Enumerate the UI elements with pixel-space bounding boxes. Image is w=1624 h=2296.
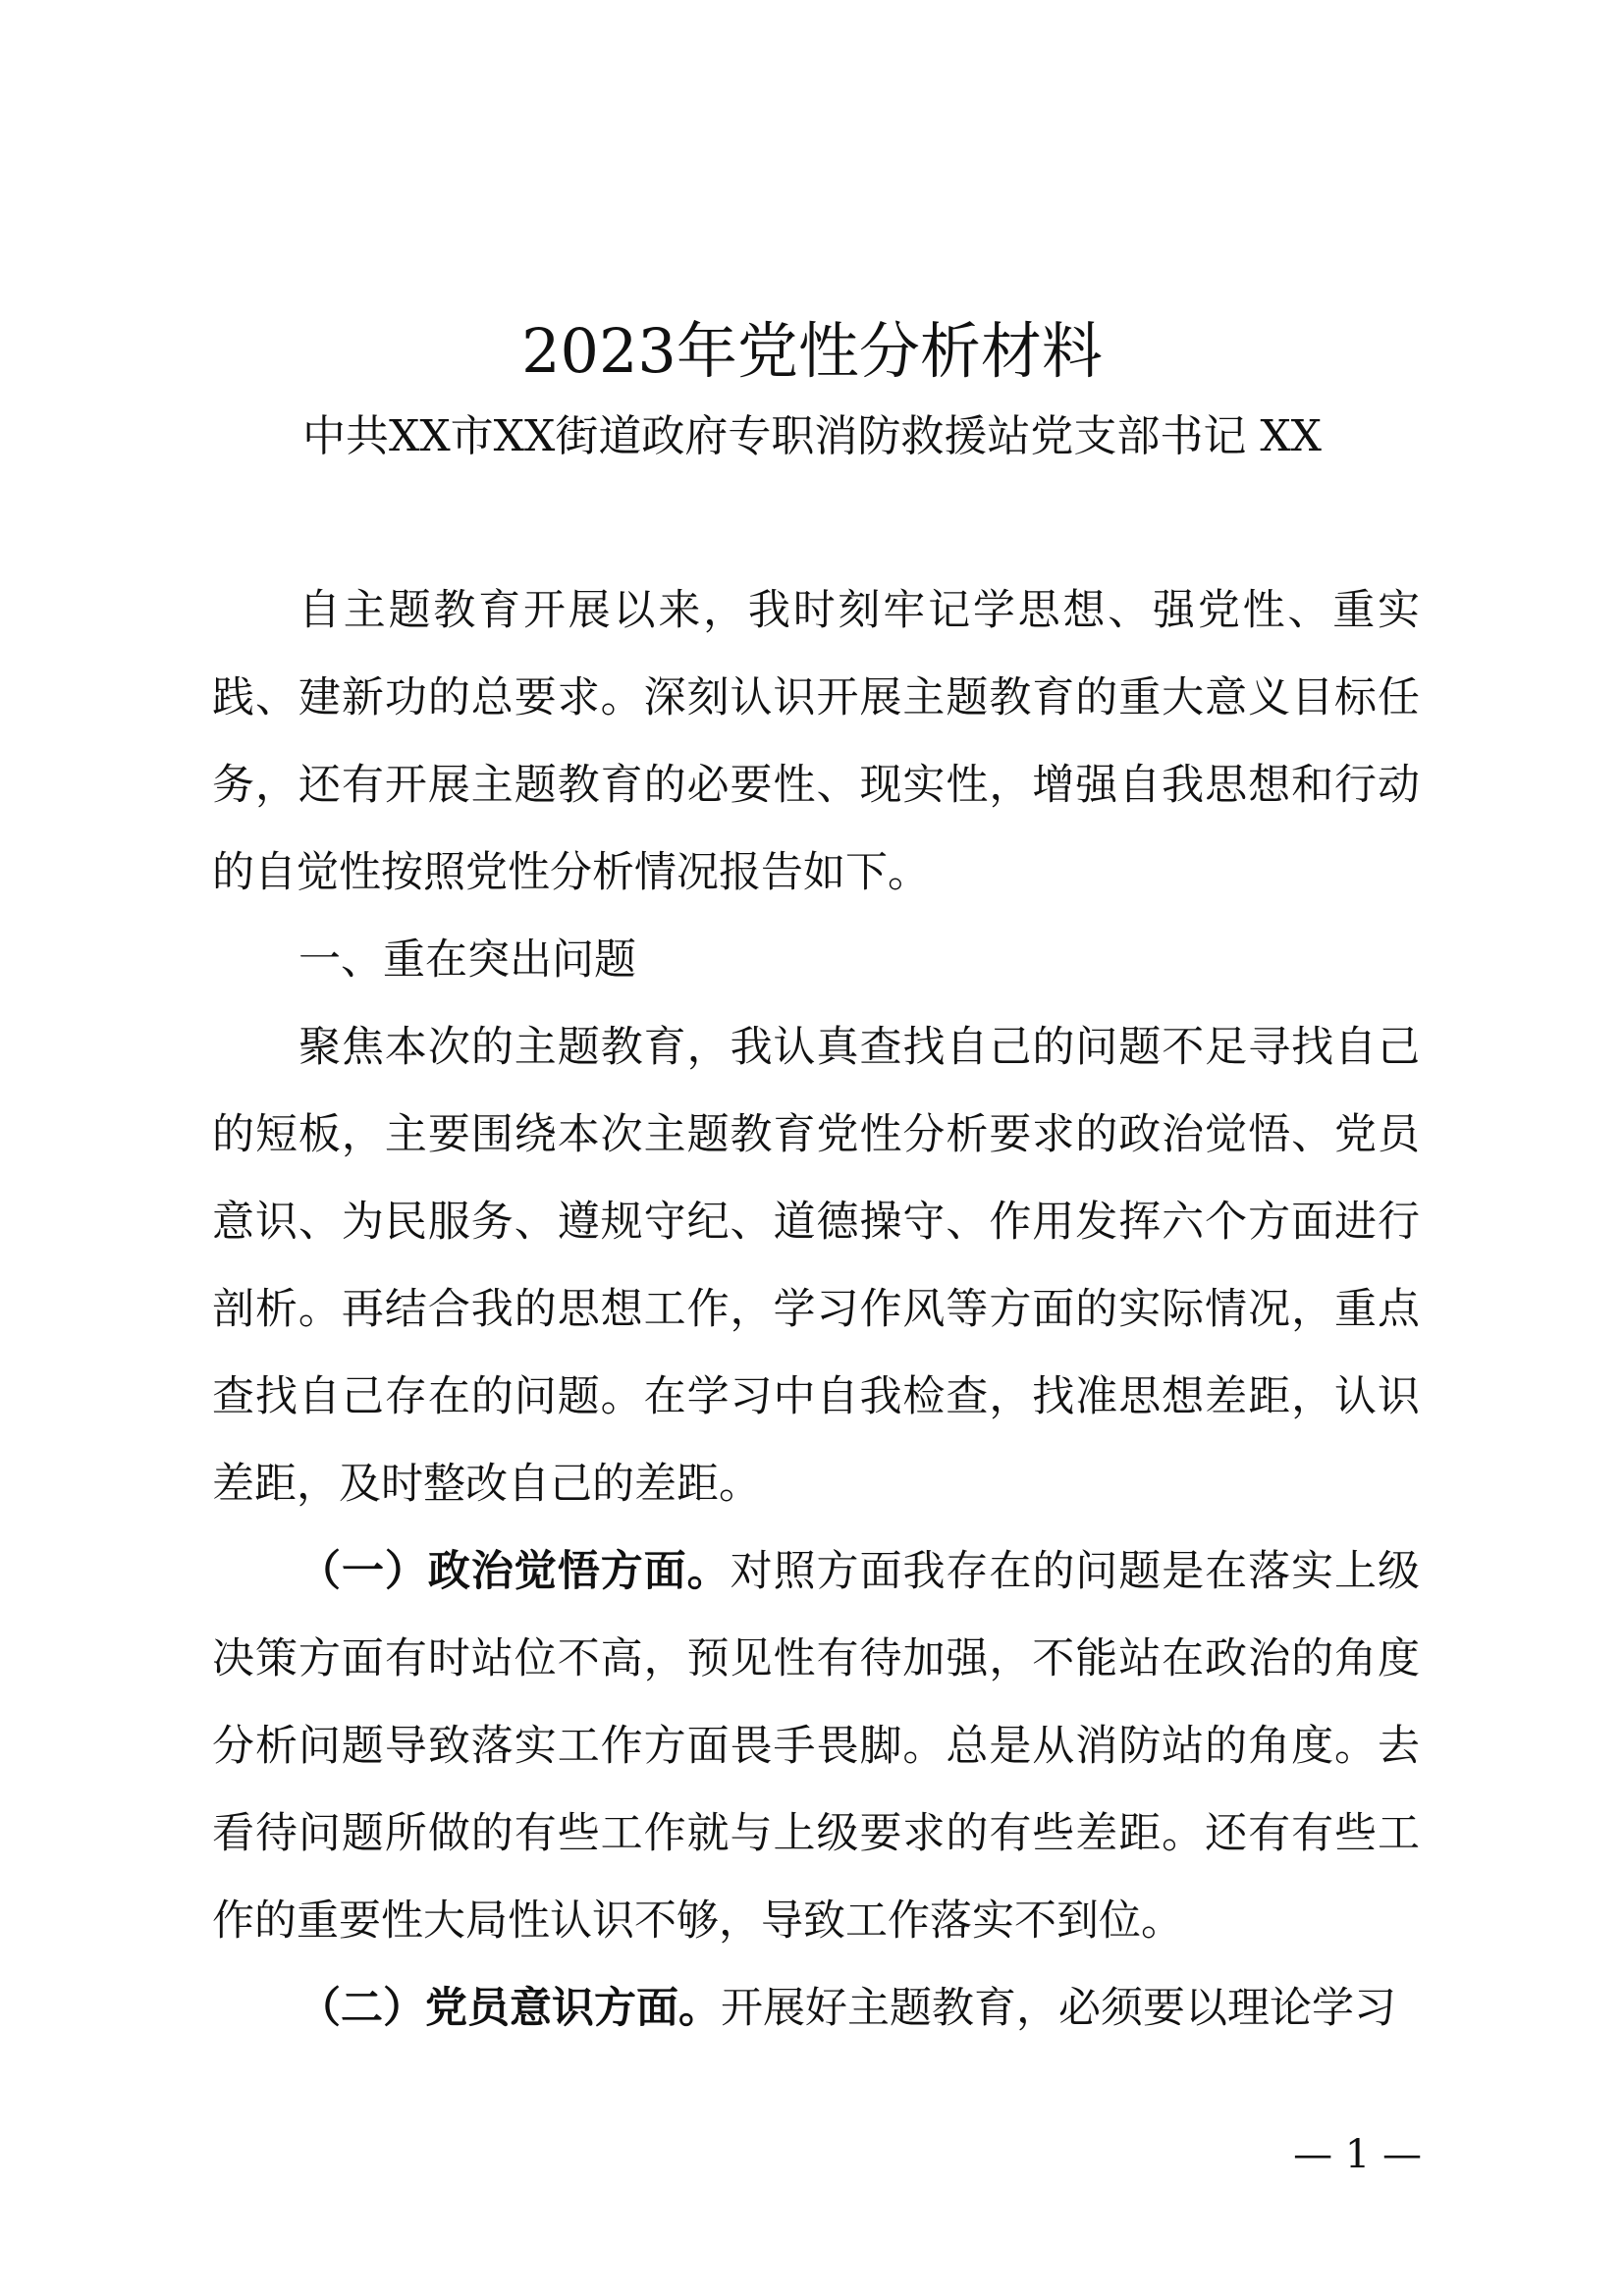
subheading-party-awareness: （二）党员意识方面。 <box>298 1984 721 2033</box>
subheading-political: （一）政治觉悟方面。 <box>298 1547 731 1596</box>
paragraph-focus-text: 聚焦本次的主题教育，我认真查找自己的问题不足寻找自己的短板，主要围绕本次主题教育党性分析要求的政治觉悟、党员意识、为民服务、遵规守纪、道德操守、作用发挥六个方面进行剖析。再结合我的思想工作，学习作风等方面的实际情况，重点查找自己存在的问题。在学习中自我检查，找准思想差距，认识差距，及时整改自己的差距。 <box>212 1023 1420 1509</box>
document-title: 2023年党性分析材料 <box>521 315 1103 387</box>
paragraph-intro <box>212 567 1420 917</box>
section-heading-1 <box>212 917 1420 1004</box>
page-number: — 1 — <box>1293 2132 1422 2177</box>
document-subtitle: 中共XX市XX街道政府专职消防救援站党支部书记 XX <box>302 411 1322 461</box>
paragraph-political <box>212 1528 1420 1965</box>
paragraph-political-text: 对照方面我存在的问题是在落实上级决策方面有时站位不高，预见性有待加强，不能站在政治的角度分析问题导致落实工作方面畏手畏脚。总是从消防站的角度。去看待问题所做的有些工作就与上级要求的有些差距。还有有些工作的重要性大局性认识不够，导致工作落实不到位。 <box>212 1547 1421 1946</box>
paragraph-intro-text: 自主题教育开展以来，我时刻牢记学思想、强党性、重实践、建新功的总要求。深刻认识开展主题教育的重大意义目标任务，还有开展主题教育的必要性、现实性，增强自我思想和行动的自觉性按照党性分析情况报告如下。 <box>212 586 1420 897</box>
paragraph-focus <box>212 1004 1420 1528</box>
paragraph-party-awareness <box>212 1965 1420 2053</box>
document-body <box>212 567 1420 2053</box>
paragraph-party-awareness-text: 开展好主题教育，必须要以理论学习 <box>721 1984 1396 2033</box>
section-heading-1-text: 一、重在突出问题 <box>298 935 636 985</box>
